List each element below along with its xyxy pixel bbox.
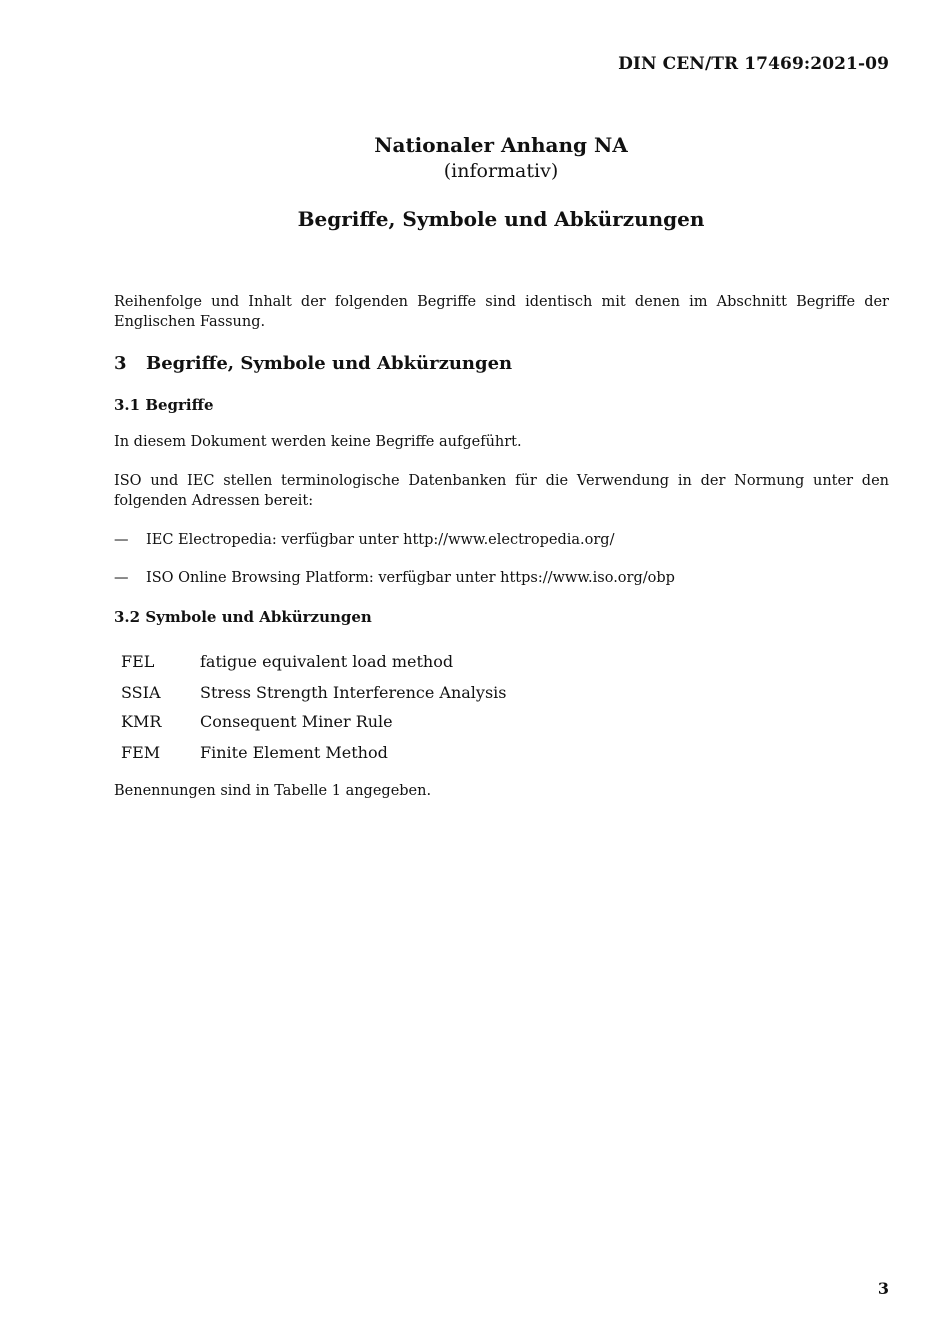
annex-title: Nationaler Anhang NA — [374, 133, 628, 157]
abbreviation-row — [121, 683, 506, 703]
section-3-heading — [114, 353, 512, 374]
abbreviation-row — [121, 743, 388, 763]
bullet-dash: — — [114, 532, 129, 548]
abbreviation-meaning: Consequent Miner Rule — [200, 712, 393, 731]
bullet-text[interactable]: ISO Online Browsing Platform: verfügbar unter https://www.iso.org/obp — [146, 570, 675, 586]
section-3-title: Begriffe, Symbole und Abkürzungen — [146, 353, 513, 374]
bullet-iso-obp — [114, 568, 675, 588]
section-3-number: 3 — [114, 353, 127, 374]
bullet-dash: — — [114, 570, 129, 586]
page-number: 3 — [877, 1279, 889, 1298]
annex-subtitle: (informativ) — [443, 160, 559, 182]
abbreviation-code: FEM — [121, 743, 161, 762]
abbreviation-row — [121, 652, 453, 672]
section-3-1-heading: 3.1 Begriffe — [114, 396, 214, 414]
bullet-text[interactable]: IEC Electropedia: verfügbar unter http://www.electropedia.org/ — [146, 532, 615, 548]
abbreviation-row — [121, 712, 393, 732]
abbreviation-code: FEL — [121, 652, 155, 671]
section-3-1-paragraph-2: ISO und IEC stellen terminologische Datenbanken für die Verwendung in der Normung unter den folgenden Adressen bereit: — [114, 473, 889, 509]
document-id: DIN CEN/TR 17469:2021-09 — [618, 54, 889, 74]
section-3-2-heading: 3.2 Symbole und Abkürzungen — [114, 608, 372, 626]
abbreviation-meaning: Finite Element Method — [200, 743, 388, 762]
annex-heading: Begriffe, Symbole und Abkürzungen — [297, 207, 705, 231]
intro-paragraph: Reihenfolge und Inhalt der folgenden Begriffe sind identisch mit denen im Abschnitt Begriffe der Englischen Fassung. — [114, 294, 889, 330]
abbreviation-meaning: Stress Strength Interference Analysis — [200, 683, 507, 702]
section-3-2-note: Benennungen sind in Tabelle 1 angegeben. — [114, 783, 432, 799]
section-3-1-paragraph-1: In diesem Dokument werden keine Begriffe aufgeführt. — [114, 434, 522, 450]
abbreviation-meaning: fatigue equivalent load method — [200, 652, 454, 671]
bullet-electropedia — [114, 530, 614, 550]
abbreviation-code: KMR — [121, 712, 162, 731]
abbreviation-code: SSIA — [121, 683, 161, 702]
